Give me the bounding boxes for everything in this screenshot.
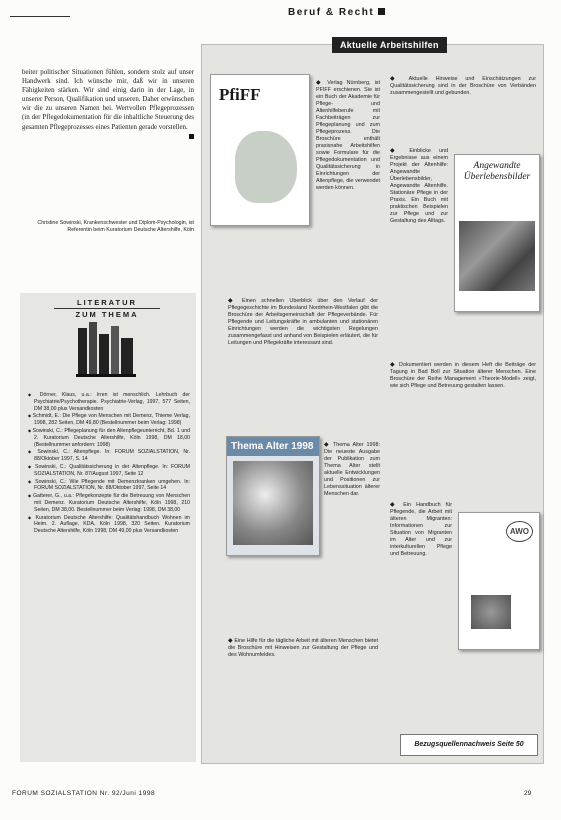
literature-list [28, 392, 190, 536]
aid-item: ◆ Einen schnellen Überblick über den Verlauf der Pflegegeschichte im Bundesland Nordrhein-Westfalen gibt die Broschüre der Arbeitsgemeinschaft der Pflegeverbände. Für Pflegende und Leitungskräfte in ambulanten und stationären Einrichtungen werden die wichtigsten Regelungen zusammengefasst und anhand von Beispielen erläutert, die für Leitungen und Pflegekräfte interessant sind. [228, 298, 378, 346]
header-rule [10, 16, 70, 17]
aid-item: ◆ Eine Hilfe für die tägliche Arbeit mit älteren Menschen bietet die Broschüre mit Hinweisen zur Gestaltung der Pflege und des Wohnumfeldes. [228, 638, 378, 658]
article-body: beiter politischer Situationen fühlen, sondern stolz auf unser Handwerk sind. Ich wünsche mir, daß wir in unseren Fähigkeiten stärken. Wir sind einig darin in der Lage, in unserer Person, Qualifikation und unseren. Daher erwünschen wir die zu unseren Namen bei. Wertvollen Pflegeprozessen (in der Pflegedokumentation für die inhaltliche Steuerung des gesamten Pflegeprozesses eines Patienten gerade vorstellen. [22, 68, 194, 139]
author-note: Christine Sowinski, Krankenschwester und Diplom-Psychologin, ist Referentin beim Kuratorium Deutsche Altershilfe, Köln [37, 220, 194, 233]
literature-item: ◆ Kuratorium Deutsche Altershilfe: Qualitätshandbuch Wohnen im Heim. 2. Auflage, KDA, Köln 1998, 320 Seiten. Kuratorium Deutsche Altershilfe, Köln 1998, DM 49,00 plus Versandkosten [28, 515, 190, 535]
page-number: 29 [524, 790, 532, 797]
cover-illustration [235, 131, 297, 203]
aid-item: ◆ Aktuelle Hinweise und Einschätzungen zur Qualitätssicherung sind in der Broschüre von Verbänden zusammengestellt und gebunden. [390, 76, 536, 96]
cover-awo: AWO [458, 512, 540, 650]
literature-item: ◆ Sowinski, C.: Altenpflege. In: FORUM SOZIALSTATION, Nr. 88/Oktober 1997, S. 14 [28, 449, 190, 463]
literature-item: ◆ Schmidt, E.: Die Pflege von Menschen mit Demenz, Thieme Verlag, 1998, 282 Seiten, DM 49,80 (Bestellnummer beim Verlag: 1998) [28, 413, 190, 427]
header-square [378, 8, 385, 15]
cover-thema-alter: Thema Alter 1998 [226, 436, 320, 556]
cover-photo [233, 461, 313, 545]
cover-photo [471, 595, 511, 629]
literature-heading: LITERATUR ZUM THEMA [54, 298, 160, 319]
literature-item: ◆ Dörner, Klaus, u.a.: Irren ist menschlich. Lehrbuch der Psychiatrie/Psychotherapie. Psychiatrie-Verlag, 1997, 577 Seiten, DM 38,00 plus Versandkosten [28, 392, 190, 412]
literature-item: ◆ Sowinski, C.: Wie Pflegende mit Demenzkranken umgehen. In: FORUM SOZIALSTATION, Nr. 88/Oktober 1997, Seite 14 [28, 479, 190, 493]
cover-photo [459, 221, 535, 291]
literature-item: ◆ Sowinski, C.: Qualitätssicherung in der Altenpflege. In: FORUM SOZIALSTATION, Nr. 87/August 1997, Seite 12 [28, 464, 190, 478]
footer-issue: FORUM SOZIALSTATION Nr. 92/Juni 1998 [12, 790, 156, 797]
aid-item: ◆ Thema Alter 1998: Die neueste Ausgabe der Publikation zum Thema Alter stellt aktuelle Entwicklungen und Positionen zur Lebenssituation älterer Menschen dar. [324, 442, 380, 497]
aid-item: ◆ Dokumentiert werden in diesem Heft die Beiträge der Tagung in Bad Boll zur Situation älterer Menschen. Eine Broschüre der Reihe Management »Theorie-Modell« zeigt, wie sich Pflege und Betreuung gestalten lassen. [390, 362, 536, 389]
literature-item: ◆ Sowinski, C.: Pflegeplanung für den Altenpflegeunterricht, Bd. 1 und 2. Kuratorium Deutsche Altershilfe, Köln 1998, DM 18,00 (Bestellnummer anfordern: 1998) [28, 428, 190, 448]
aid-item: ◆ Verlag Nürnberg, ist PFIFF erschienen. Sie ist ein Buch der Akademie für Pflege- und Altenhilfeberufe mit Fachbeiträgen zur Pflegeplanung und zum Pflegeprozess. Die Broschüre enthält praxisnahe Arbeitshilfen sowie Formulare für die Pflegedokumentation und Qualitätssicherung in Einrichtungen der Altenpflege, die verwendet werden können. [316, 80, 380, 191]
working-aids-title: Aktuelle Arbeitshilfen [332, 37, 447, 53]
aid-item: ◆ Einblicke und Ergebnisse aus einem Projekt der Altenhilfe: Angewandte Überlebensbilder, Angewandte Altenhilfe. Stationäre Pflege in der Praxis. Ein Buch mit praktischen Beispielen zur Pflege und zur Gestaltung des Alltags. [390, 148, 448, 224]
section-label: Beruf & Recht [288, 7, 385, 18]
cover-angewandte: Angewandte Überlebensbilder [454, 154, 540, 312]
promo-banner: Bezugsquellennachweis Seite 50 [400, 734, 538, 756]
end-mark [189, 134, 194, 139]
books-icon [76, 318, 138, 378]
aid-item: ◆ Ein Handbuch für Pflegende, die Arbeit mit älteren Migranten: Informationen zur Situation von Migranten im Alter und zur interkulturellen Pflege und Betreuung. [390, 502, 452, 557]
literature-item: ◆ Gatterer, G., u.a.: Pflegekonzepte für die Betreuung von Menschen mit Demenz. Kuratorium Deutsche Altershilfe, Köln 1998, 210 Seiten, DM 38,00. Bestellnummer beim Verlag: 1998, DM 38,00 [28, 493, 190, 513]
cover-pfiff: PfiFF [210, 74, 310, 226]
